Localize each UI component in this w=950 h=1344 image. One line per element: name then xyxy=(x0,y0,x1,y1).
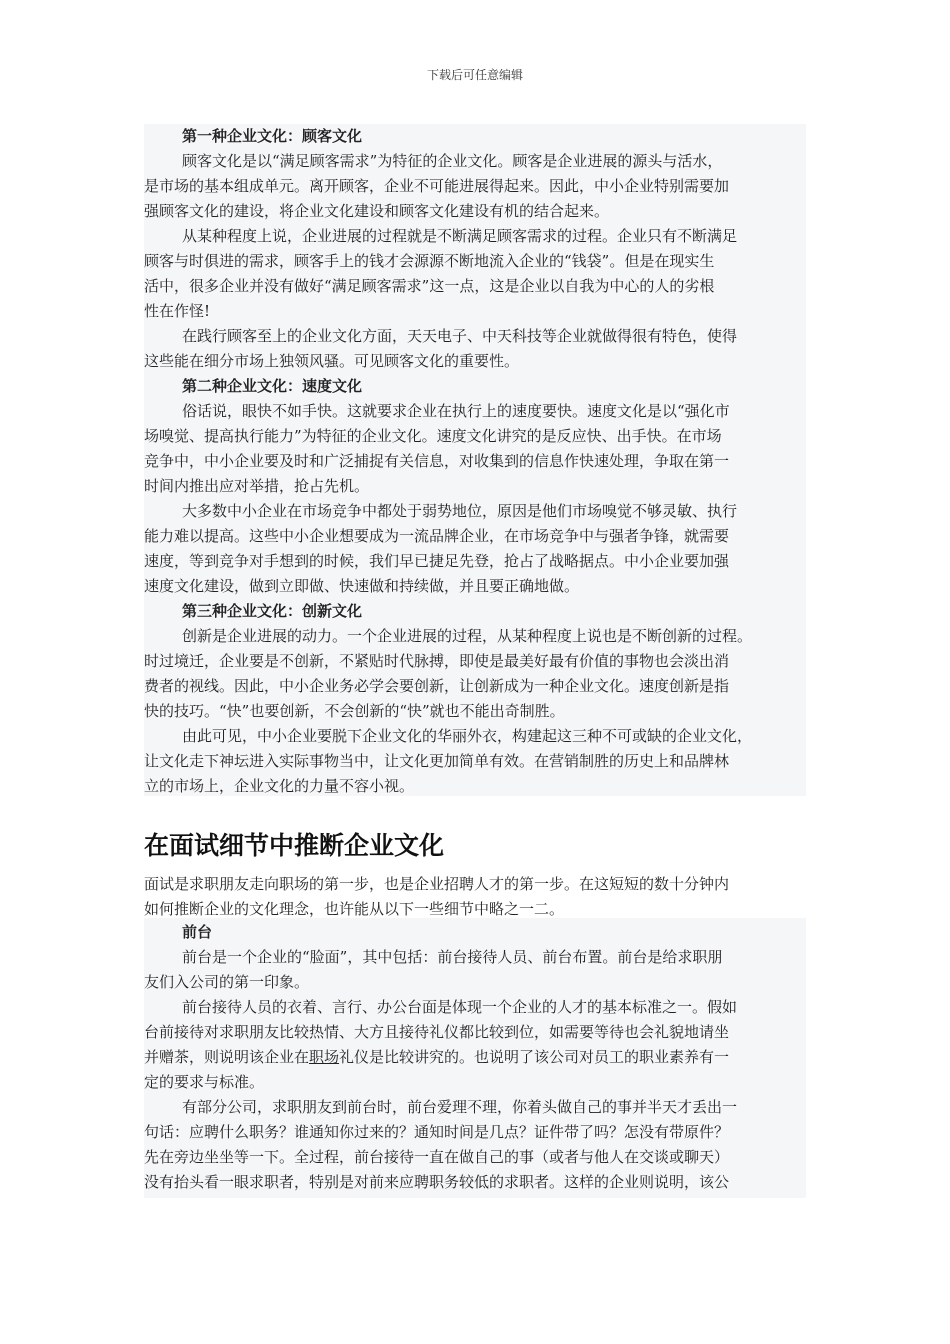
paragraph-line: 速度文化建设，做到立即做、快速做和持续做，并且要正确地做。 xyxy=(144,577,580,595)
paragraph-line: 从某种程度上说，企业进展的过程就是不断满足顾客需求的过程。企业只有不断满足 xyxy=(182,227,738,245)
paragraph-line: 顾客文化是以“满足顾客需求”为特征的企业文化。顾客是企业进展的源头与活水， xyxy=(182,152,723,170)
section2-text xyxy=(144,920,806,1195)
paragraph-line: 有部分公司，求职朋友到前台时，前台爱理不理，你着头做自己的事并半天才丢出一 xyxy=(182,1098,738,1116)
paragraph-line: 大多数中小企业在市场竞争中都处于弱势地位，原因是他们市场嗅觉不够灵敏、执行 xyxy=(182,502,738,520)
workplace-link[interactable]: 职场 xyxy=(309,1048,340,1066)
heading-reception: 前台 xyxy=(182,923,213,941)
paragraph-line: 让文化走下神坛进入实际事物当中，让文化更加简单有效。在营销制胜的历史上和品牌林 xyxy=(144,752,730,770)
text-segment: 礼仪是比较讲究的。也说明了该公司对员工的职业素养有一 xyxy=(339,1048,730,1066)
section1-text xyxy=(144,124,806,799)
paragraph-line: 俗话说，眼快不如手快。这就要求企业在执行上的速度要快。速度文化是以“强化市 xyxy=(182,402,730,420)
page-header: 下载后可任意编辑 xyxy=(426,68,523,82)
paragraph-line: 速度，等到竞争对手想到的时候，我们早已捷足先登，抢占了战略据点。中小企业要加强 xyxy=(144,552,730,570)
paragraph-line xyxy=(144,1045,806,1070)
paragraph-line: 先在旁边坐坐等一下。全过程，前台接待一直在做自己的事（或者与他人在交谈或聊天） xyxy=(144,1148,730,1166)
heading-innovation-culture: 第三种企业文化：创新文化 xyxy=(182,602,363,620)
paragraph-line: 能力难以提高。这些中小企业想要成为一流品牌企业，在市场竞争中与强者争锋，就需要 xyxy=(144,527,730,545)
paragraph-line: 在践行顾客至上的企业文化方面，天天电子、中天科技等企业就做得很有特色，使得 xyxy=(182,327,738,345)
paragraph-line: 句话：应聘什么职务？谁通知你过来的？通知时间是几点？证件带了吗？怎没有带原件？ xyxy=(144,1123,730,1141)
paragraph-line: 费者的视线。因此，中小企业务必学会要创新，让创新成为一种企业文化。速度创新是指 xyxy=(144,677,730,695)
paragraph-line: 是市场的基本组成单元。离开顾客，企业不可能进展得起来。因此，中小企业特别需要加 xyxy=(144,177,730,195)
paragraph-line: 友们入公司的第一印象。 xyxy=(144,973,310,991)
paragraph-line: 面试是求职朋友走向职场的第一步，也是企业招聘人才的第一步。在这短短的数十分钟内 xyxy=(144,875,730,893)
paragraph-line: 没有抬头看一眼求职者，特别是对前来应聘职务较低的求职者。这样的企业则说明，该公 xyxy=(144,1173,730,1191)
section-title: 在面试细节中推断企业文化 xyxy=(144,831,445,860)
paragraph-line: 强顾客文化的建设，将企业文化建设和顾客文化建设有机的结合起来。 xyxy=(144,202,610,220)
paragraph-line: 性在作怪! xyxy=(144,302,211,320)
paragraph-line: 前台接待人员的衣着、言行、办公台面是体现一个企业的人才的基本标准之一。假如 xyxy=(182,998,738,1016)
paragraph-line: 如何推断企业的文化理念，也许能从以下一些细节中略之一二。 xyxy=(144,900,565,918)
paragraph-line: 台前接待对求职朋友比较热情、大方且接待礼仪都比较到位，如需要等待也会礼貌地请坐 xyxy=(144,1023,730,1041)
paragraph-line: 前台是一个企业的“脸面”，其中包括：前台接待人员、前台布置。前台是给求职朋 xyxy=(182,948,723,966)
paragraph-line: 由此可见，中小企业要脱下企业文化的华丽外衣，构建起这三种不可或缺的企业文化， xyxy=(182,727,753,745)
paragraph-line: 竞争中，中小企业要及时和广泛捕捉有关信息，对收集到的信息作快速处理，争取在第一 xyxy=(144,452,730,470)
text-segment: 并赠茶，则说明该企业在 xyxy=(144,1048,310,1066)
paragraph-line: 场嗅觉、提高执行能力”为特征的企业文化。速度文化讲究的是反应快、出手快。在市场 xyxy=(144,427,722,445)
paragraph-line: 定的要求与标准。 xyxy=(144,1073,265,1091)
section2-intro xyxy=(144,872,806,922)
paragraph-line: 快的技巧。“快”也要创新，不会创新的“快”就也不能出奇制胜。 xyxy=(144,702,565,720)
paragraph-line: 创新是企业进展的动力。一个企业进展的过程，从某种程度上说也是不断创新的过程。 xyxy=(182,627,753,645)
paragraph-line: 立的市场上，企业文化的力量不容小视。 xyxy=(144,777,415,795)
paragraph-line: 顾客与时俱进的需求，顾客手上的钱才会源源不断地流入企业的“钱袋”。但是在现实生 xyxy=(144,252,715,270)
heading-customer-culture: 第一种企业文化：顾客文化 xyxy=(182,127,363,145)
heading-speed-culture: 第二种企业文化：速度文化 xyxy=(182,377,363,395)
paragraph-line: 活中，很多企业并没有做好“满足顾客需求”这一点，这是企业以自我为中心的人的劣根 xyxy=(144,277,715,295)
paragraph-line: 时过境迁，企业要是不创新，不紧贴时代脉搏，即使是最美好最有价值的事物也会淡出消 xyxy=(144,652,730,670)
paragraph-line: 这些能在细分市场上独领风骚。可见顾客文化的重要性。 xyxy=(144,352,520,370)
paragraph-line: 时间内推出应对举措，抢占先机。 xyxy=(144,477,370,495)
